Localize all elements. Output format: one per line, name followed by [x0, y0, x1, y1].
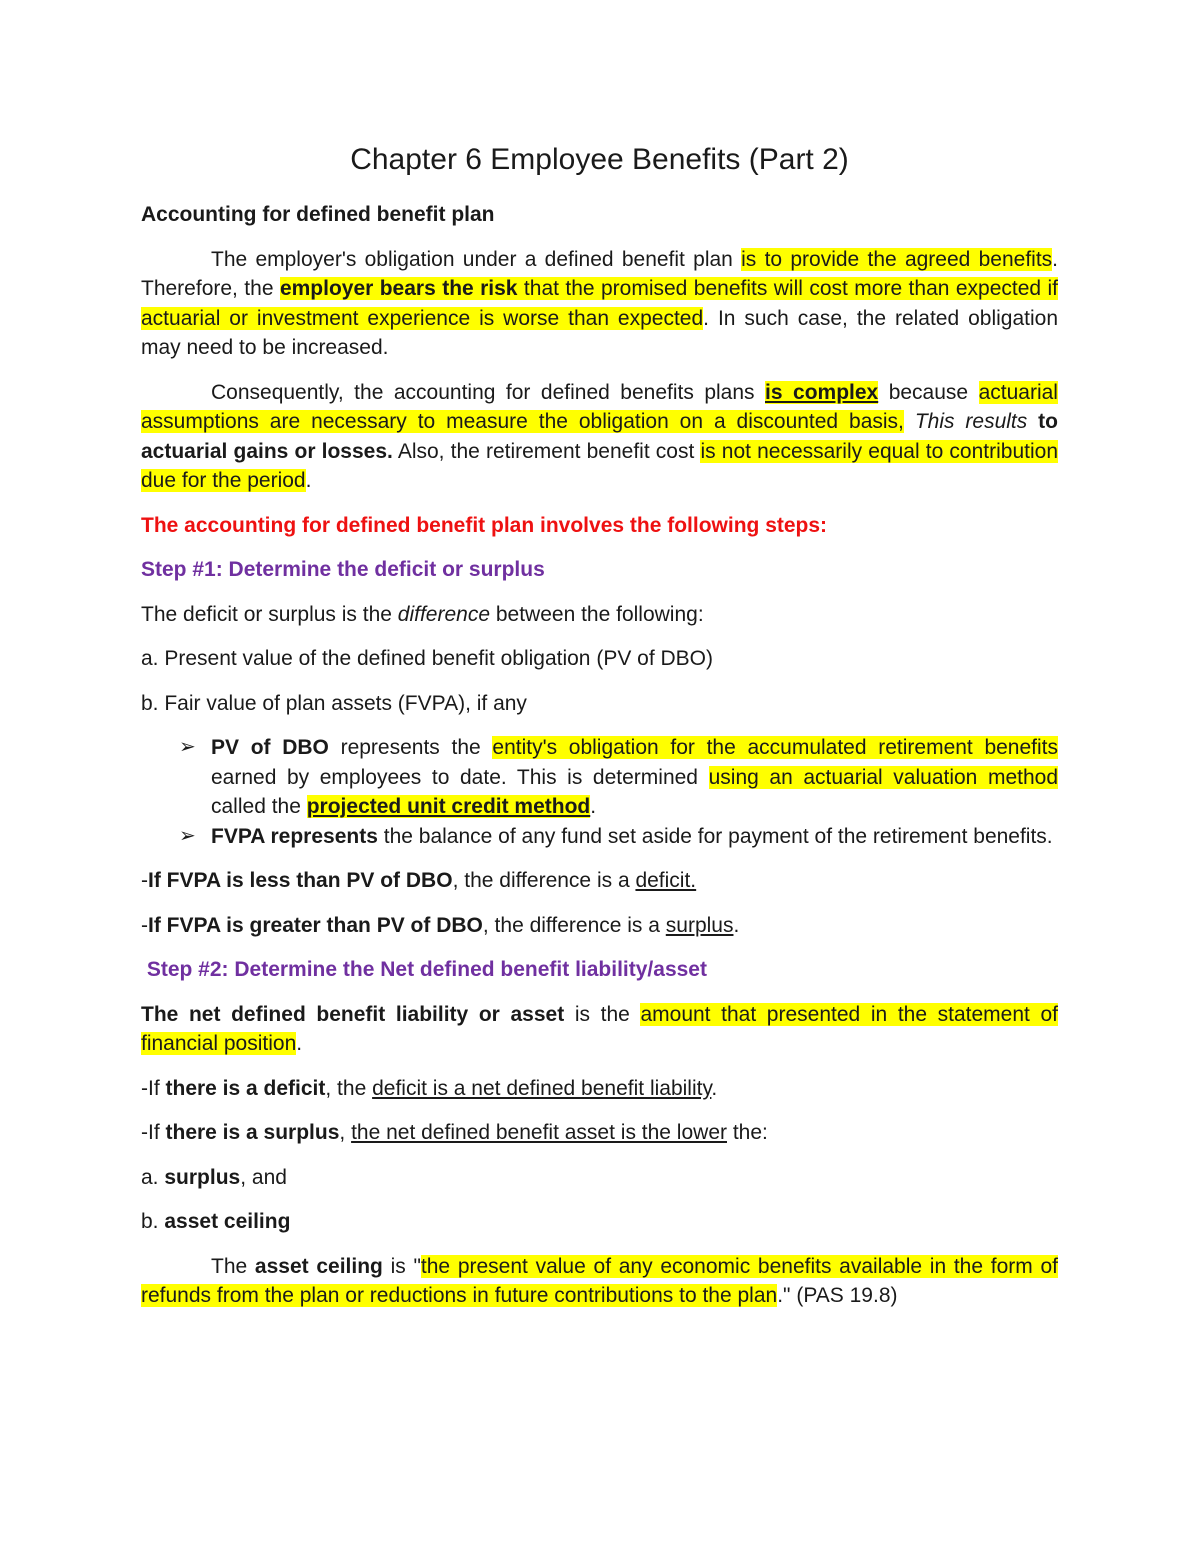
- step1-item-a: a. Present value of the defined benefit obligation (PV of DBO): [141, 647, 714, 670]
- bullet-fvpa: ➢ FVPA represents the balance of any fund set aside for payment of the retirement benefits.: [141, 822, 1058, 852]
- rule-deficit: -If FVPA is less than PV of DBO, the difference is a deficit.: [141, 869, 697, 892]
- step1-item-b: b. Fair value of plan assets (FVPA), if any: [141, 691, 527, 715]
- step2-item-a: a. surplus, and: [141, 1165, 287, 1189]
- bullet-list: [141, 733, 1058, 851]
- page-title: Chapter 6 Employee Benefits (Part 2): [350, 143, 849, 176]
- arrow-bullet-icon: ➢: [179, 736, 196, 758]
- document-page: [141, 140, 1058, 1311]
- section-heading: Accounting for defined benefit plan: [141, 203, 495, 226]
- arrow-bullet-icon: ➢: [179, 824, 196, 847]
- step2-item-b: b. asset ceiling: [141, 1210, 291, 1233]
- paragraph-accounting-complex: Consequently, the accounting for defined benefits plans is complex because actuarial assumptions are necessary to measure the obligation on a discounted basis, This results to actuarial gains or losses. Also, the retirement benefit cost is not necessarily equal to contribution due for the period.: [141, 380, 1059, 492]
- bullet-pv-dbo: ➢ PV of DBO represents the entity's obligation for the accumulated retirement benefits earned by employees to date. This is determined using an actuarial valuation method called the projected unit credit method.: [141, 733, 1058, 822]
- net-defined-benefit-definition: The net defined benefit liability or asset is the amount that presented in the statement of financial position.: [141, 1002, 1059, 1055]
- rule-surplus: -If FVPA is greater than PV of DBO, the difference is a surplus.: [141, 913, 740, 937]
- step2-heading: Step #2: Determine the Net defined benefit liability/asset: [141, 958, 707, 981]
- surplus-line: -If there is a surplus, the net defined benefit asset is the lower the:: [141, 1121, 768, 1144]
- step1-heading: Step #1: Determine the deficit or surplus: [141, 558, 545, 581]
- steps-heading: The accounting for defined benefit plan involves the following steps:: [141, 513, 828, 537]
- step1-intro: The deficit or surplus is the difference between the following:: [141, 602, 704, 626]
- deficit-line: -If there is a deficit, the deficit is a net defined benefit liability.: [141, 1076, 718, 1100]
- asset-ceiling-definition: The asset ceiling is "the present value of any economic benefits available in the form of refunds from the plan or reductions in future contributions to the plan." (PAS 19.8): [141, 1254, 1058, 1307]
- paragraph-employer-obligation: The employer's obligation under a defined benefit plan is to provide the agreed benefits. Therefore, the employer bears the risk that the promised benefits will cost more than expected if actuarial or investment experience is worse than expected. In such case, the related obligation may need to be increased.: [141, 247, 1059, 359]
